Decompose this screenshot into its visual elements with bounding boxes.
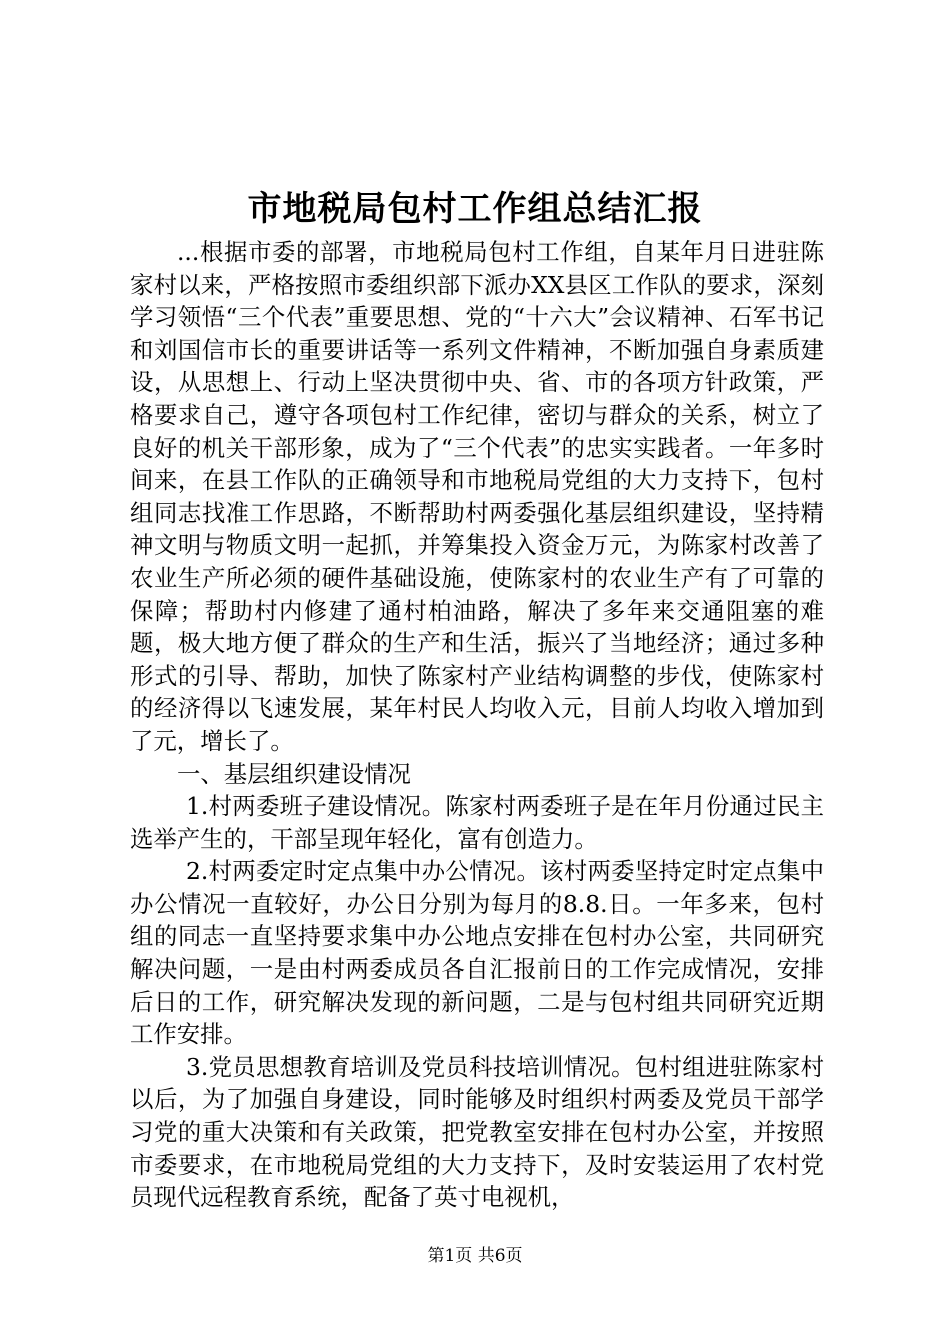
paragraph-item-3: 3.党员思想教育培训及党员科技培训情况。包村组进驻陈家村以后，为了加强自身建设，同时能够及时组织村两委及党员干部学习党的重大决策和有关政策，把党教室安排在包村办公室，并按照市委要求，在市地税局党组的大力支持下，及时安装运用了农村党员现代远程教育系统，配备了英寸电视机， xyxy=(130,1052,824,1212)
section-heading-grassroots: 一、基层组织建设情况 xyxy=(177,759,411,788)
page-footer: 第1页 共6页 xyxy=(427,1246,523,1266)
document-body xyxy=(130,236,824,1214)
document-title: 市地税局包村工作组总结汇报 xyxy=(247,189,703,229)
paragraph-intro: ...根据市委的部署，市地税局包村工作组，自某年月日进驻陈家村以来，严格按照市委组织部下派办XX县区工作队的要求，深刻学习领悟“三个代表”重要思想、党的“十六大”会议精神、石军书记和刘国信市长的重要讲话等一系列文件精神，不断加强自身素质建设，从思想上、行动上坚决贯彻中央、省、市的各项方针政策，严格要求自己，遵守各项包村工作纪律，密切与群众的关系，树立了良好的机关干部形象，成为了“三个代表”的忠实实践者。一年多时间来，在县工作队的正确领导和市地税局党组的大力支持下，包村组同志找准工作思路，不断帮助村两委强化基层组织建设，坚持精神文明与物质文明一起抓，并筹集投入资金万元，为陈家村改善了农业生产所必须的硬件基础设施，使陈家村的农业生产有了可靠的保障；帮助村内修建了通村柏油路，解决了多年来交通阻塞的难题，极大地方便了群众的生产和生活，振兴了当地经济；通过多种形式的引导、帮助，加快了陈家村产业结构调整的步伐，使陈家村的经济得以飞速发展，某年村民人均收入元，目前人均收入增加到了元，增长了。 xyxy=(130,238,824,755)
paragraph-item-2: 2.村两委定时定点集中办公情况。该村两委坚持定时定点集中办公情况一直较好，办公日分别为每月的8.8.日。一年多来，包村组的同志一直坚持要求集中办公地点安排在包村办公室，共同研究解决问题，一是由村两委成员各自汇报前日的工作完成情况，安排后日的工作，研究解决发现的新问题，二是与包村组共同研究近期工作安排。 xyxy=(130,857,824,1049)
paragraph-item-1: 1.村两委班子建设情况。陈家村两委班子是在年月份通过民主选举产生的，干部呈现年轻化，富有创造力。 xyxy=(130,792,824,853)
